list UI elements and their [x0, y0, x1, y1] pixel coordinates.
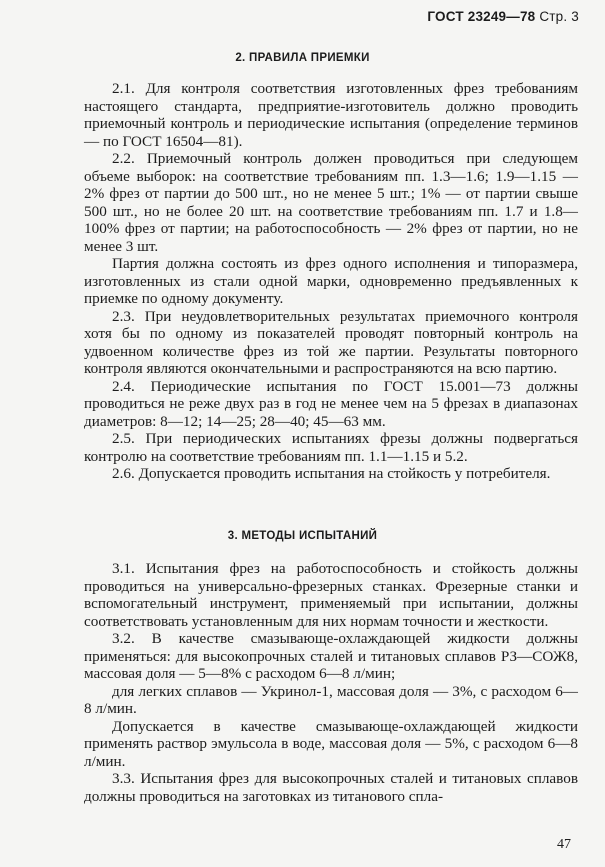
paragraph-2-5: 2.5. При периодических испытаниях фрезы должны подвергаться контролю на соответствие требованиям пп. 1.1—1.15 и 5.2.	[84, 430, 578, 465]
paragraph-2-1: 2.1. Для контроля соответствия изготовленных фрез требованиям настоящего стандарта, предприятие-изготовитель должно проводить приемочный контроль и периодические испытания (определение терминов — по ГОСТ 16504—81).	[84, 80, 578, 150]
paragraph-emulsol: Допускается в качестве смазывающе-охлаждающей жидкости применять раствор эмульсола в воде, массовая доля — 5%, с расходом 6—8 л/мин.	[84, 717, 578, 770]
paragraph-2-2: 2.2. Приемочный контроль должен проводиться при следующем объеме выборок: на соответствие требованиям пп. 1.3—1.6; 1.9—1.15 — 2% фрез от партии до 500 шт., но не менее 5 шт.; 1% — от партии свыше 500 шт., но не более 20 шт. на соответствие требованиям пп. 1.7 и 1.8—100% фрез от партии; на работоспособность — 2% фрез от партии, но не менее 3 шт.	[84, 150, 578, 255]
section-3-title: 3. МЕТОДЫ ИСПЫТАНИЙ	[227, 530, 378, 542]
paragraph-3-3: 3.3. Испытания фрез для высокопрочных сталей и титановых сплавов должны проводиться на заготовках из титанового спла-	[84, 770, 578, 805]
page-label: Стр. 3	[539, 9, 579, 24]
standard-number: ГОСТ 23249—78	[427, 9, 536, 24]
paragraph-light-alloys: для легких сплавов — Укринол-1, массовая доля — 3%, с расходом 6—8 л/мин.	[84, 682, 578, 717]
paragraph-batch: Партия должна состоять из фрез одного исполнения и типоразмера, изготовленных из стали одной марки, одновременно предъявленных к приемке по одному документу.	[84, 255, 578, 307]
section-2-body	[84, 80, 578, 483]
paragraph-2-4: 2.4. Периодические испытания по ГОСТ 15.001—73 должны проводиться не реже двух раз в год не менее чем на 5 фрезах в диапазонах диаметров: 8—12; 14—25; 28—40; 45—63 мм.	[84, 377, 578, 430]
paragraph-2-6: 2.6. Допускается проводить испытания на стойкость у потребителя.	[112, 465, 551, 482]
section-3-body	[84, 560, 578, 805]
paragraph-2-3: 2.3. При неудовлетворительных результатах приемочного контроля хотя бы по одному из показателей проводят повторный контроль на удвоенном количестве фрез из той же партии. Результаты повторного контроля являются окончательными и распространяются на всю партию.	[84, 307, 578, 377]
paragraph-3-2: 3.2. В качестве смазывающе-охлаждающей жидкости должны применяться: для высокопрочных сталей и титановых сплавов РЗ—СОЖ8, массовая доля — 5—8% с расходом 6—8 л/мин;	[84, 630, 578, 682]
section-2-title: 2. ПРАВИЛА ПРИЕМКИ	[235, 52, 370, 64]
paragraph-3-1: 3.1. Испытания фрез на работоспособность и стойкость должны проводиться на универсально-фрезерных станках. Фрезерные станки и вспомогательный инструмент, применяемый при испытании, должны соответствовать установленным для них нормам точности и жесткости.	[84, 560, 578, 630]
page-header	[427, 9, 579, 24]
page-number: 47	[557, 837, 571, 852]
